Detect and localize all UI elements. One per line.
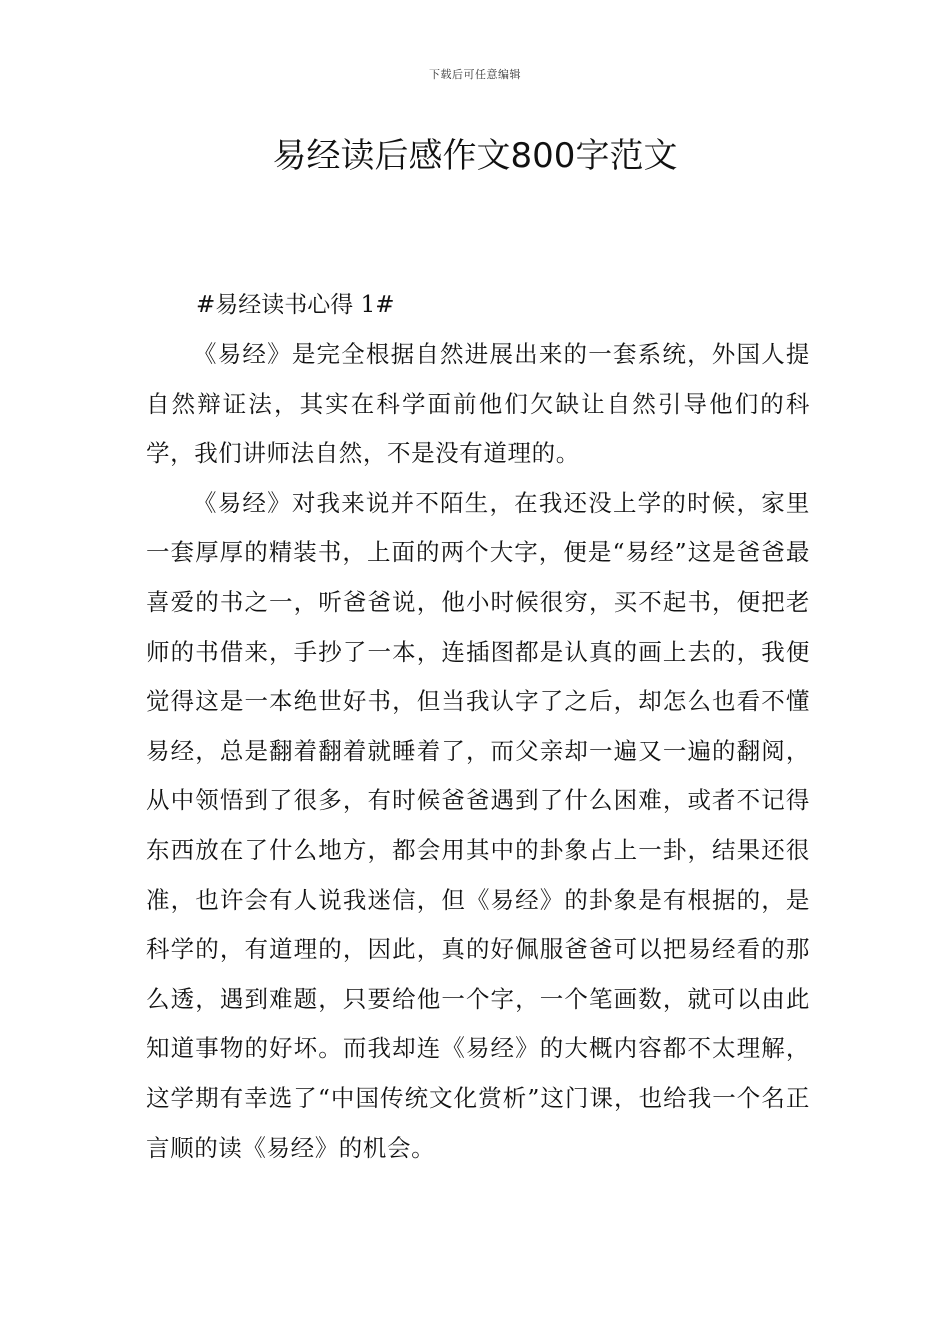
document-body (146, 280, 810, 1173)
paragraph-1: 《易经》是完全根据自然进展出来的一套系统，外国人提自然辩证法，其实在科学面前他们欠缺让自然引导他们的科学，我们讲师法自然，不是没有道理的。 (146, 340, 810, 468)
paragraph-2: 《易经》对我来说并不陌生，在我还没上学的时候，家里一套厚厚的精装书，上面的两个大字，便是“易经”这是爸爸最喜爱的书之一，听爸爸说，他小时候很穷，买不起书，便把老师的书借来，手抄了一本，连插图都是认真的画上去的，我便觉得这是一本绝世好书，但当我认字了之后，却怎么也看不懂易经，总是翻着翻着就睡着了，而父亲却一遍又一遍的翻阅，从中领悟到了很多，有时候爸爸遇到了什么困难，或者不记得东西放在了什么地方，都会用其中的卦象占上一卦，结果还很准，也许会有人说我迷信，但《易经》的卦象是有根据的，是科学的，有道理的，因此，真的好佩服爸爸可以把易经看的那么透，遇到难题，只要给他一个字，一个笔画数，就可以由此知道事物的好坏。而我却连《易经》的大概内容都不太理解，这学期有幸选了“中国传统文化赏析”这门课，也给我一个名正言顺的读《易经》的机会。 (146, 488, 810, 1162)
header-note: 下载后可任意编辑 (429, 68, 521, 81)
section-heading: #易经读书心得 1# (196, 292, 395, 318)
page-title: 易经读后感作文800字范文 (272, 136, 678, 176)
